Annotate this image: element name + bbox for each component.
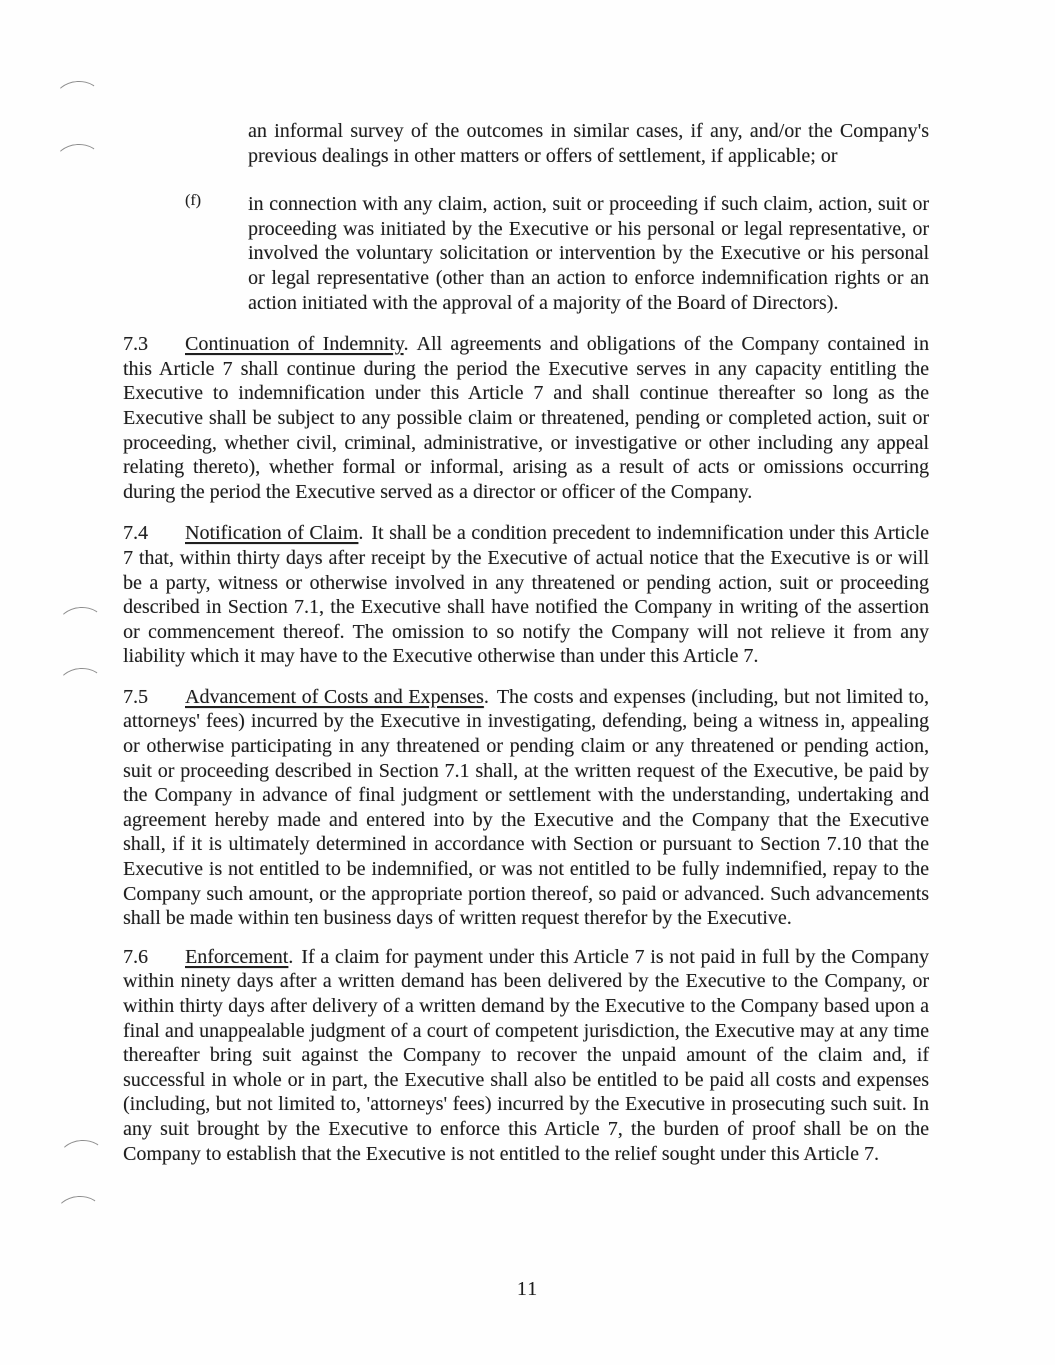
section-7-4 [123, 521, 929, 669]
section-heading: Enforcement [185, 945, 289, 968]
clause-e-text: an informal survey of the outcomes in similar cases, if any, and/or the Company's previous dealings in other matters or offers of settlement, if applicable; or [248, 120, 929, 167]
section-body: The costs and expenses (including, but not limited to, attorneys' fees) incurred by the Executive in investigating, defending, being a witness in, appealing or otherwise participating in any threatened or pending claim or any threatened or pending action, suit or proceeding described in Section 7.1 shall, at the written request of the Executive, be paid by the Company in advance of final judgment or settlement with the understanding, undertaking and agreement hereby made and entered into by the Executive and the Company that the Executive shall, if it is ultimately determined in accordance with Section or pursuant to Section 7.10 that the Executive is not entitled to be indemnified, or was not entitled to be fully indemnified, repay to the Company such amount, or the appropriate portion thereof, so paid or advanced. Such advancements shall be made within ten business days of written request therefor by the Executive. [123, 685, 929, 930]
clause-f-text: in connection with any claim, action, suit or proceeding if such claim, action, suit or proceeding was initiated by the Executive or his personal or legal representative, or involved the voluntary solicitation or intervention by the Executive or his personal or legal representative (other than an action to enforce indemnification rights or an action initiated with the approval of a majority of the Board of Directors). [248, 193, 929, 314]
clause-f-label: (f) [185, 192, 201, 210]
section-7-3 [123, 332, 929, 504]
section-number: 7.5 [123, 685, 148, 708]
page-number: 11 [516, 1278, 539, 1300]
section-7-5 [123, 685, 929, 931]
section-heading: Notification of Claim [185, 522, 359, 545]
section-body: It shall be a condition precedent to indemnification under this Article 7 that, within thirty days after receipt by the Executive of actual notice that the Executive is or will be a party, witness or otherwise involved in any threatened or pending action, suit or proceeding described in Section 7.1, the Executive shall have notified the Company in writing of the assertion or commencement thereof. The omission to so notify the Company will not relieve it from any liability which it may have to the Executive otherwise than under this Article 7. [123, 522, 929, 668]
section-body: If a claim for payment under this Article 7 is not paid in full by the Company within ninety days after a written demand has been delivered by the Executive to the Company, or within thirty days after delivery of a written demand by the Executive to the Company based upon a final and unappealable judgment of a court of competent jurisdiction, the Executive may at any time thereafter bring suit against the Company to recover the unpaid amount of the claim and, if successful in whole or in part, the Executive shall also be entitled to be paid all costs and expenses (including, but not limited to, 'attorneys' fees) incurred by the Executive in prosecuting such suit. In any suit brought by the Executive to enforce this Article 7, the burden of proof shall be on the Company to establish that the Executive is not entitled to the relief sought under this Article 7. [123, 945, 929, 1165]
clause-e-continuation [248, 119, 929, 168]
scan-artifact-arc [55, 1194, 103, 1231]
heading-period: . [483, 685, 489, 708]
section-heading: Advancement of Costs and Expenses [185, 685, 484, 708]
heading-period: . [358, 522, 364, 545]
section-7-6 [123, 945, 929, 1166]
heading-period: . [403, 333, 409, 356]
section-body: All agreements and obligations of the Company contained in this Article 7 shall continue during the period the Executive serves in any capacity entitling the Executive to indemnification under this Article 7 and shall continue thereafter so long as the Executive shall be subject to any possible claim or threatened, pending or completed action, suit or proceeding, whether civil, criminal, administrative, or investigative or other including any appeal relating thereto), whether formal or informal, arising as a result of acts or omissions occurring during the period the Executive served as a director or officer of the Company. [123, 333, 929, 503]
section-heading: Continuation of Indemnity [185, 333, 404, 356]
section-number: 7.3 [123, 333, 148, 356]
heading-period: . [288, 945, 294, 968]
section-number: 7.4 [123, 522, 148, 545]
clause-f [185, 192, 929, 315]
section-number: 7.6 [123, 945, 148, 968]
